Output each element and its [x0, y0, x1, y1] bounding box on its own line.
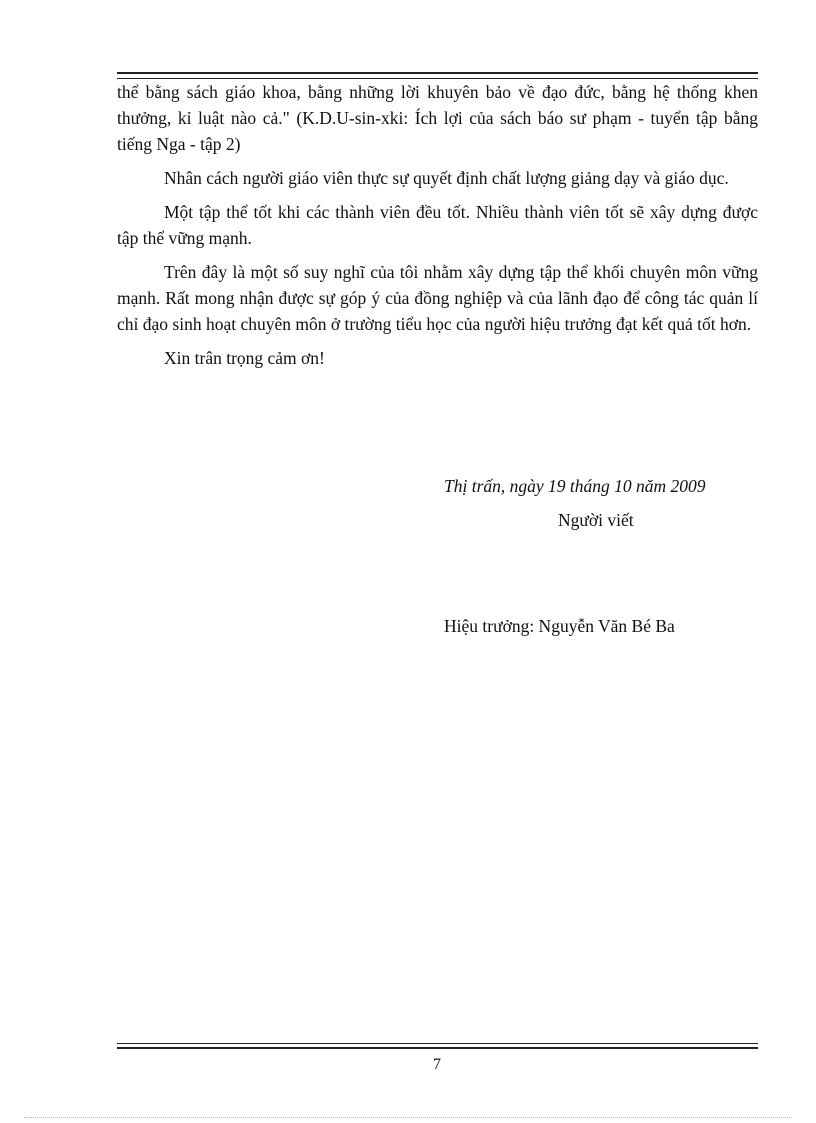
paragraph-conclusion: Trên đây là một số suy nghĩ của tôi nhằm xây dựng tập thể khối chuyên môn vững mạnh. Rất mong nhận được sự góp ý của đồng nghiệp và của lãnh đạo để công tác quản lí chỉ đạo sinh hoạt chuyên môn ở trường tiểu học của người hiệu trưởng đạt kết quả tốt hơn. [117, 262, 758, 334]
place-date: Thị trấn, ngày 19 tháng 10 năm 2009 [444, 476, 706, 496]
writer-label: Người viết [558, 510, 634, 530]
page-number: 7 [433, 1056, 441, 1073]
footer-rule [117, 1043, 758, 1049]
paragraph-continuation: thể bằng sách giáo khoa, bằng những lời khuyên bảo về đạo đức, bằng hệ thống khen thưởng, kỉ luật nào cả." (K.D.U-sin-xki: Ích lợi của sách báo sư phạm - tuyển tập bằng tiếng Nga - tập 2) [117, 82, 758, 154]
paragraph-teacher-personality: Nhân cách người giáo viên thực sự quyết định chất lượng giảng dạy và giáo dục. [164, 168, 729, 188]
paragraph-good-collective: Một tập thể tốt khi các thành viên đều tốt. Nhiều thành viên tốt sẽ xây dựng được tập thể vững mạnh. [117, 202, 758, 248]
header-rule [117, 72, 758, 79]
principal-name: Hiệu trưởng: Nguyễn Văn Bé Ba [444, 616, 675, 636]
body-text [117, 79, 758, 379]
paragraph-thanks: Xin trân trọng cảm ơn! [164, 348, 325, 368]
page-edge-divider [24, 1117, 792, 1118]
